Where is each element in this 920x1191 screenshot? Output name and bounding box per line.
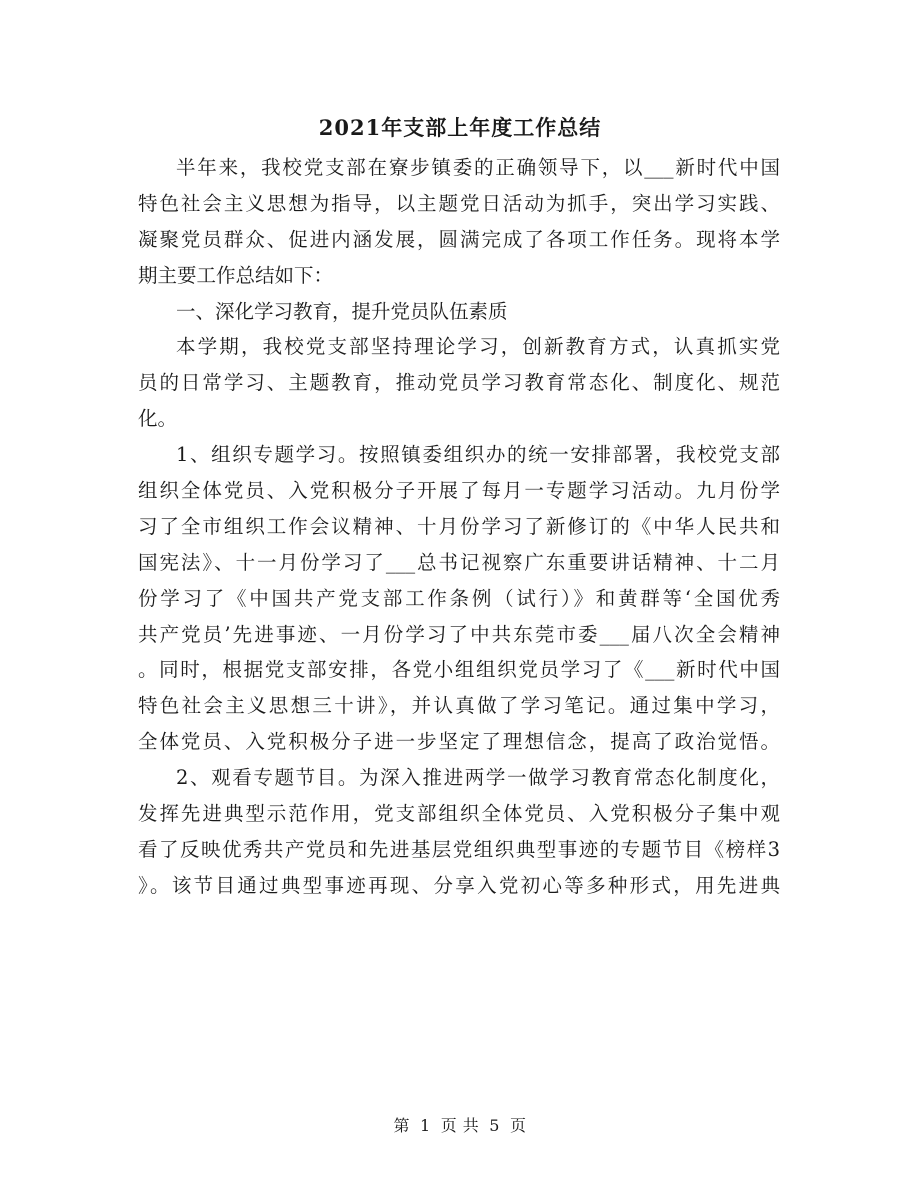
page-footer [0,1113,920,1136]
footer-suffix: 页 [509,1116,527,1135]
footer-total-pages: 5 [489,1116,500,1135]
paragraph-line: 国宪法》、十一月份学习了___总书记视察广东重要讲话精神、十二月 [138,550,780,574]
paragraph-line: 2、观看专题节目。为深入推进两学一做学习教育常态化制度化， [176,766,780,790]
paragraph-line: 份学习了《中国共产党支部工作条例（试行）》和黄群等‘全国优秀 [138,586,780,610]
paragraph-line: 组织全体党员、入党积极分子开展了每月一专题学习活动。九月份学 [138,479,780,503]
document-body [138,150,780,904]
paragraph-line: 1、组织专题学习。按照镇委组织办的统一安排部署，我校党支部 [176,443,780,467]
paragraph-line: 》。该节目通过典型事迹再现、分享入党初心等多种形式，用先进典 [138,873,780,897]
paragraph-line: 本学期，我校党支部坚持理论学习，创新教育方式，认真抓实党 [176,335,780,359]
footer-middle: 页 共 [440,1116,480,1135]
paragraph-line: 半年来，我校党支部在寮步镇委的正确领导下，以___新时代中国 [176,156,780,179]
paragraph-line: 员的日常学习、主题教育，推动党员学习教育常态化、制度化、规范 [138,371,780,395]
paragraph-line: 特色社会主义思想三十讲》，并认真做了学习笔记。通过集中学习， [138,694,780,718]
paragraph-line: 特色社会主义思想为指导，以主题党日活动为抓手，突出学习实践、 [138,191,780,215]
footer-current-page: 1 [420,1116,431,1135]
paragraph-line: 。同时，根据党支部安排，各党小组组织党员学习了《___新时代中国 [138,658,780,682]
paragraph-line: 看了反映优秀共产党员和先进基层党组织典型事迹的专题节目《榜样3 [138,837,780,861]
paragraph-line: 化。 [138,407,178,431]
paragraph-line: 凝聚党员群众、促进内涵发展，圆满完成了各项工作任务。现将本学 [138,227,780,251]
paragraph-line: 共产党员’先进事迹、一月份学习了中共东莞市委___届八次全会精神 [138,622,780,646]
paragraph-line: 发挥先进典型示范作用，党支部组织全体党员、入党积极分子集中观 [138,802,780,826]
footer-prefix: 第 [393,1116,411,1135]
document-title: 2021年支部上年度工作总结 [318,115,602,140]
paragraph-line: 期主要工作总结如下： [138,263,334,287]
paragraph-line: 习了全市组织工作会议精神、十月份学习了新修订的《中华人民共和 [138,514,780,538]
section-heading: 一、深化学习教育，提升党员队伍素质 [176,299,508,323]
paragraph-line: 全体党员、入党积极分子进一步坚定了理想信念，提高了政治觉悟。 [138,730,780,754]
